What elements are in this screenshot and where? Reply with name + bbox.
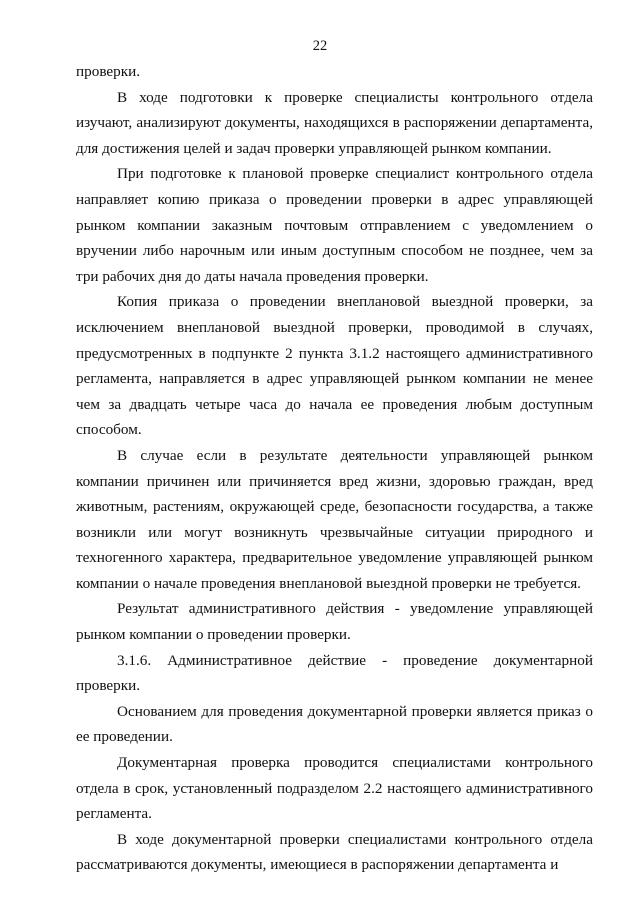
section-heading-3-1-6: 3.1.6. Административное действие - проведение документарной проверки. <box>76 651 593 695</box>
paragraph-document-review: В ходе документарной проверки специалистами контрольного отдела рассматриваются документы, имеющиеся в распоряжении департамента и <box>76 830 593 874</box>
paragraph-unscheduled-inspection-notice: Копия приказа о проведении внеплановой выездной проверки, за исключением внеплановой выездной проверки, проводимой в случаях, предусмотренных в подпункте 2 пункта 3.1.2 настоящего административного регламента, направляется в адрес управляющей рынком компании не менее чем за двадцать четыре часа до начала ее проведения любым доступным способом. <box>76 293 593 439</box>
page-number: 22 <box>312 38 328 54</box>
paragraph-action-result: Результат административного действия - уведомление управляющей рынком компании о проведении проверки. <box>76 600 593 644</box>
paragraph-no-notice-exception: В случае если в результате деятельности управляющей рынком компании причинен или причиняется вред жизни, здоровью граждан, вред животным, растениям, окружающей среде, безопасности государства, а также возникли или могут возникнуть чрезвычайные ситуации природного и техногенного характера, предварительное уведомление управляющей рынком компании о начале проведения внеплановой выездной проверки не требуется. <box>76 446 593 592</box>
paragraph-basis: Основанием для проведения документарной проверки является приказ о ее проведении. <box>76 702 593 746</box>
paragraph-term: Документарная проверка проводится специалистами контрольного отдела в срок, установленный подразделом 2.2 настоящего административного регламента. <box>76 754 593 823</box>
paragraph-continuation: проверки. <box>76 63 141 80</box>
paragraph-planned-inspection-notice: При подготовке к плановой проверке специалист контрольного отдела направляет копию приказа о проведении проверки в адрес управляющей рынком компании заказным почтовым отправлением с уведомлением о вручении либо нарочным или иным доступным способом не позднее, чем за три рабочих дня до даты начала проведения проверки. <box>76 165 593 285</box>
paragraph-preparation: В ходе подготовки к проверке специалисты контрольного отдела изучают, анализируют документы, находящихся в распоряжении департамента, для достижения целей и задач проверки управляющей рынком компании. <box>76 88 593 157</box>
document-body <box>76 59 593 878</box>
